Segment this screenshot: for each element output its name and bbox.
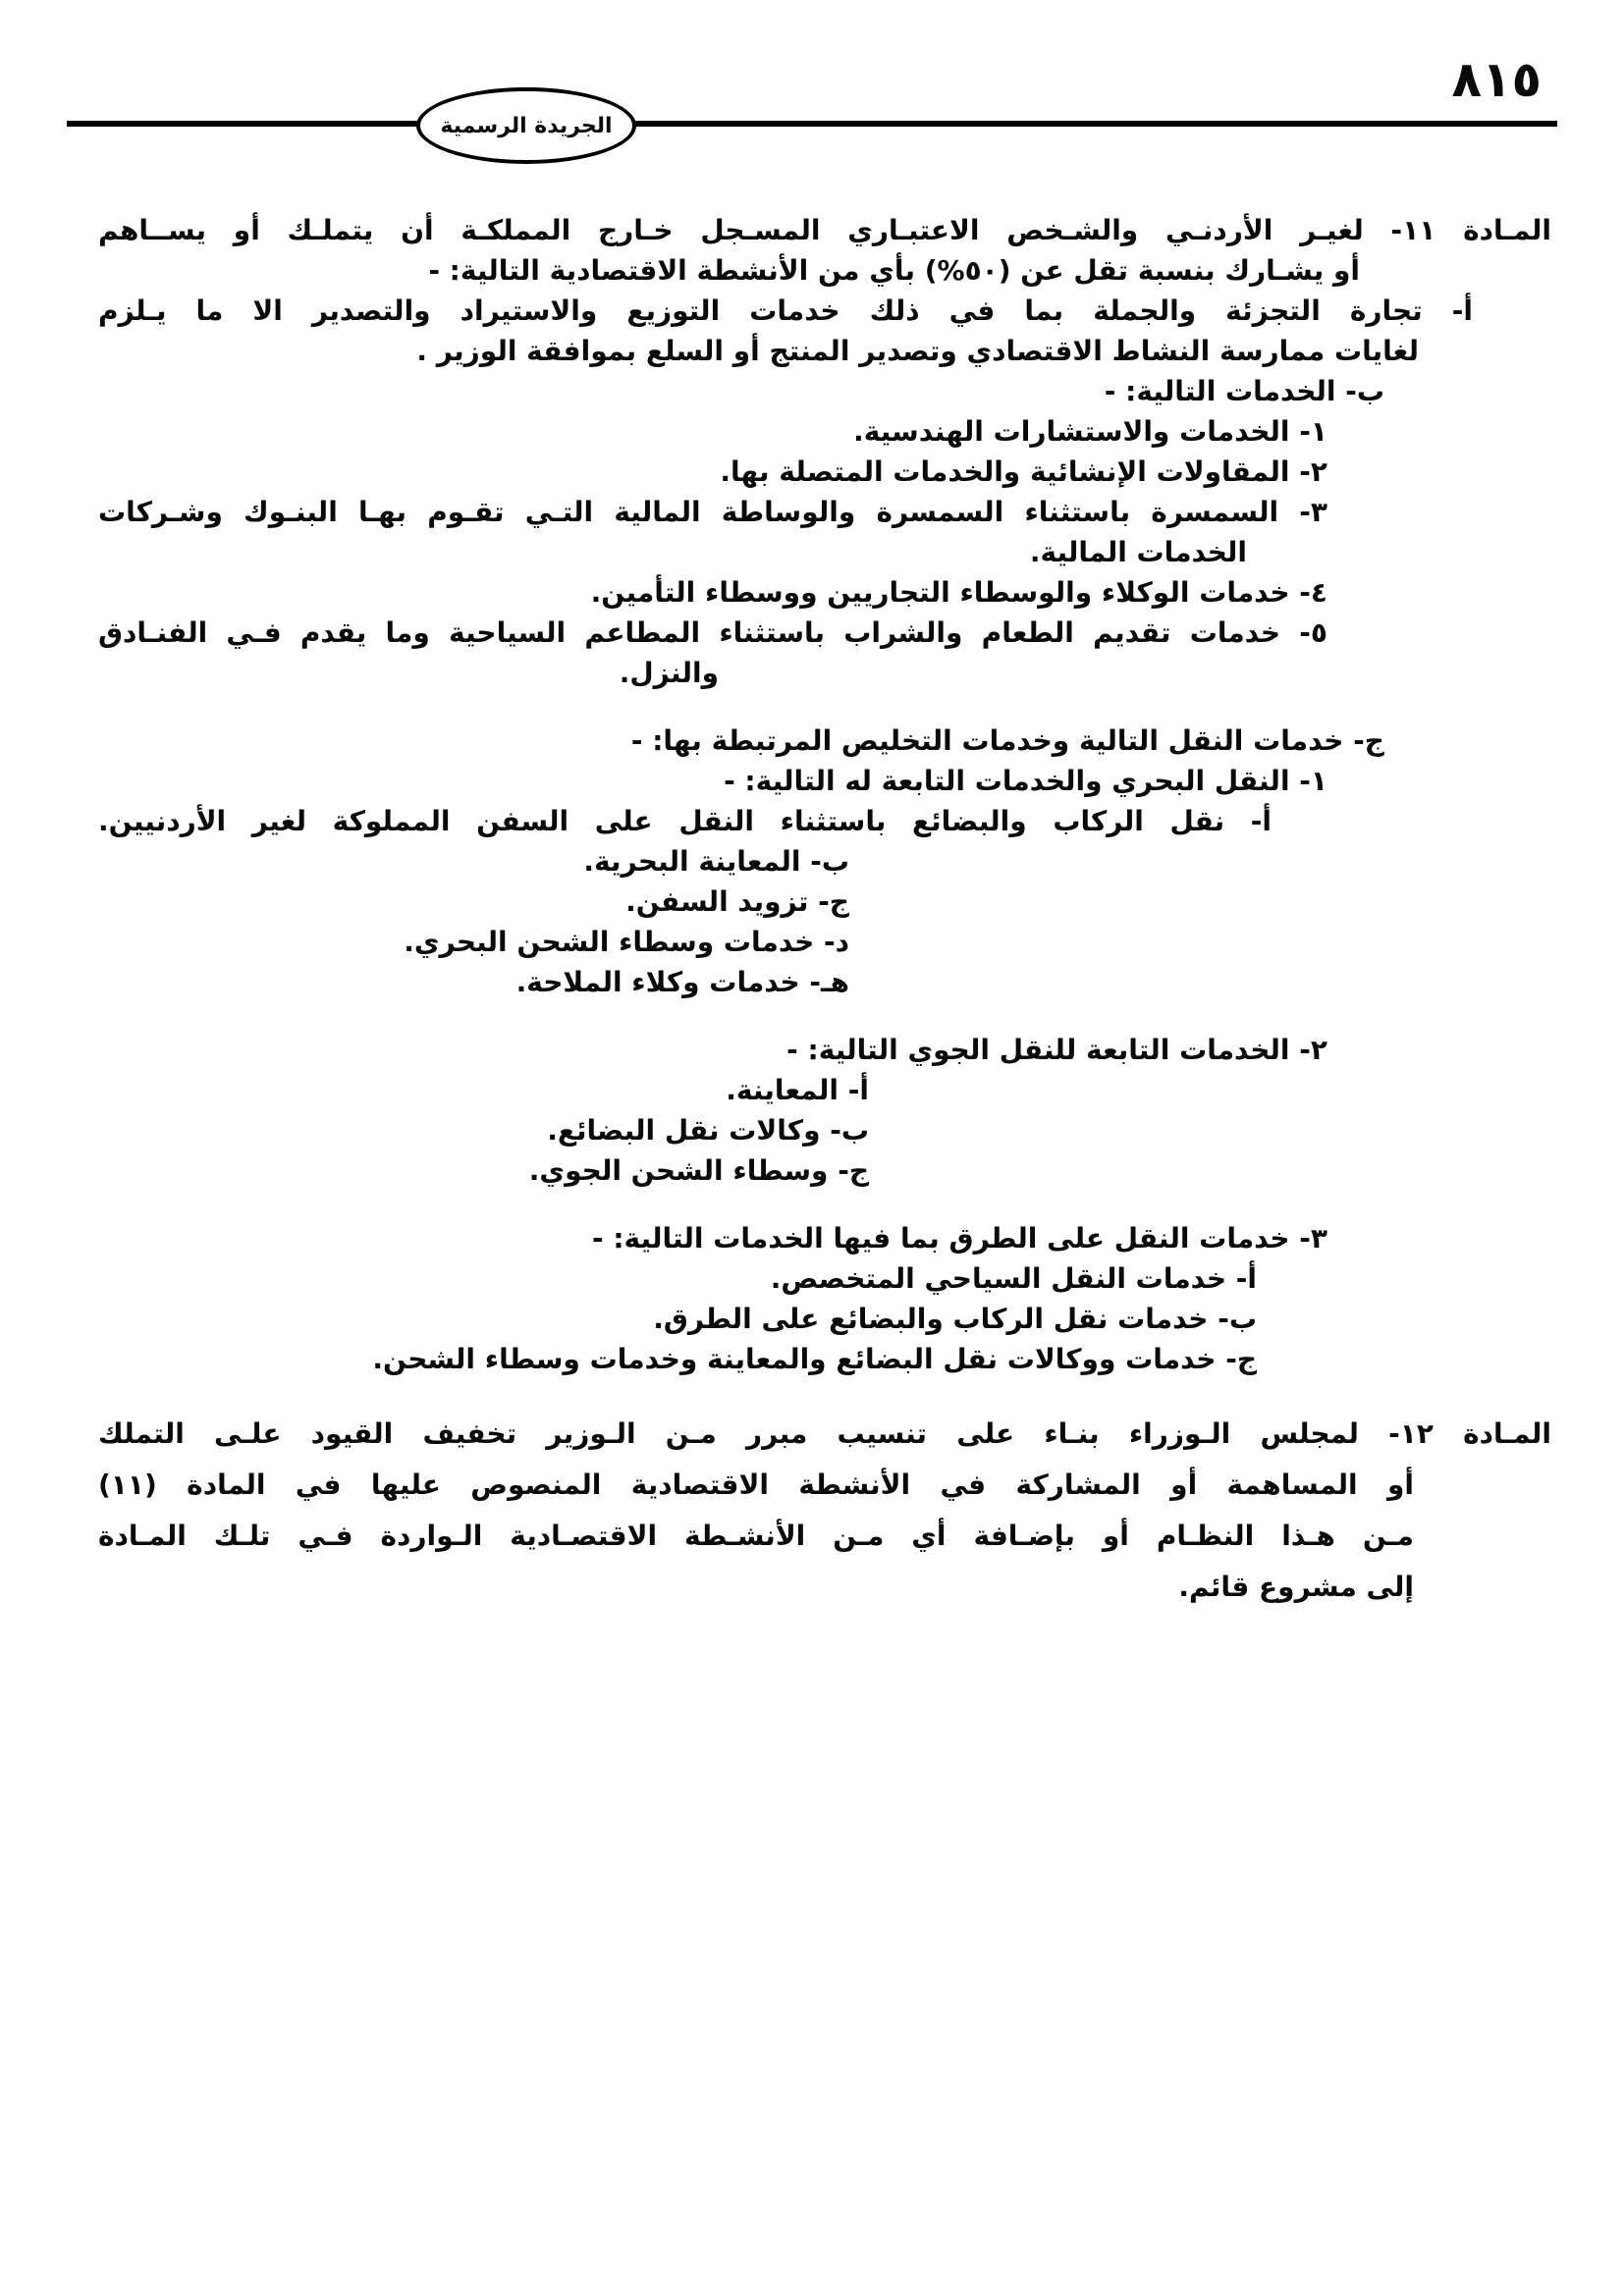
- article-11-opening-line-2: أو يشـارك بنسبة تقل عن (٥٠%) بأي من الأنشطة الاقتصادية التالية: -: [428, 254, 1360, 287]
- clause-b-item-3-cont: الخدمات المالية.: [1029, 536, 1247, 568]
- clause-c-item-1: ١- النقل البحري والخدمات التابعة له التالية: -: [724, 765, 1327, 797]
- clause-b-item-5-cont: والنزل.: [619, 657, 719, 689]
- clause-c-item-2-sub-c: ج- وسطاء الشحن الجوي.: [528, 1154, 869, 1187]
- gazette-title-badge: [416, 87, 636, 164]
- document-body: [0, 210, 1624, 1613]
- article-12-line-2: أو المساهمة أو المشاركة في الأنشطة الاقتصادية المنصوص عليها في المادة (١١): [98, 1468, 1414, 1501]
- clause-c-item-2: ٢- الخدمات التابعة للنقل الجوي التالية: -: [786, 1034, 1327, 1066]
- clause-c-item-2-sub-a: أ- المعاينة.: [726, 1074, 869, 1106]
- article-11-opening-line-1: المـادة ١١- لغيـر الأردنـي والشـخص الاعتبـاري المسـجل خـارج المملكـة أن يتملـك أو يســاهم: [98, 214, 1551, 246]
- article-12-line-4: إلى مشروع قائم.: [1178, 1571, 1414, 1603]
- page-number: ٨١٥: [1451, 51, 1542, 108]
- clause-c-item-1-sub-d: د- خدمات وسطاء الشحن البحري.: [404, 926, 849, 958]
- clause-b-item-3: ٣- السمسرة باستثناء السمسرة والوساطة المالية التـي تقـوم بهـا البنـوك وشـركات: [98, 496, 1327, 528]
- clause-c-item-1-sub-c: ج- تزويد السفن.: [625, 885, 849, 918]
- clause-c-item-2-sub-b: ب- وكالات نقل البضائع.: [547, 1114, 869, 1147]
- clause-b-heading: ب- الخدمات التالية: -: [1104, 375, 1384, 407]
- article-12-line-3: مـن هـذا النظـام أو بإضـافة أي مـن الأنشـطة الاقتصـادية الـواردة فـي تلـك المـادة: [98, 1520, 1414, 1552]
- clause-c-item-1-sub-b: ب- المعاينة البحرية.: [583, 845, 849, 878]
- clause-b-item-5: ٥- خدمات تقديم الطعام والشراب باستثناء المطاعم السياحية وما يقدم فـي الفنـادق: [98, 616, 1327, 649]
- clause-b-item-1: ١- الخدمات والاستشارات الهندسية.: [853, 415, 1327, 448]
- header-rule: [67, 121, 1557, 127]
- article-11-section: [98, 210, 1551, 1379]
- gazette-title: الجريدة الرسمية: [440, 113, 613, 138]
- article-12-section: [98, 1409, 1551, 1613]
- clause-b-item-2: ٢- المقاولات الإنشائية والخدمات المتصلة بها.: [720, 455, 1327, 488]
- clause-c-heading: ج- خدمات النقل التالية وخدمات التخليص المرتبطة بها: -: [630, 724, 1384, 757]
- clause-c-item-3: ٣- خدمات النقل على الطرق بما فيها الخدمات التالية: -: [591, 1222, 1327, 1255]
- clause-c-item-1-sub-a: أ- نقل الركاب والبضائع باستثناء النقل على السفن المملوكة لغير الأردنيين.: [98, 805, 1272, 837]
- clause-c-item-3-sub-a: أ- خدمات النقل السياحي المتخصص.: [770, 1262, 1257, 1295]
- article-12-line-1: المـادة ١٢- لمجلس الـوزراء بنـاء على تنسيب مبرر مـن الـوزير تخفيف القيود علـى التملك: [98, 1417, 1551, 1450]
- clause-a-line-1: أ- تجارة التجزئة والجملة بما في ذلك خدمات التوزيع والاستيراد والتصدير الا ما يـلزم: [98, 294, 1473, 327]
- clause-c-item-1-sub-h: هـ- خدمات وكلاء الملاحة.: [515, 966, 849, 998]
- clause-b-item-4: ٤- خدمات الوكلاء والوسطاء التجاريين ووسطاء التأمين.: [590, 576, 1327, 609]
- clause-a-line-2: لغايات ممارسة النشاط الاقتصادي وتصدير المنتج أو السلع بموافقة الوزير .: [416, 335, 1419, 367]
- clause-c-item-3-sub-b: ب- خدمات نقل الركاب والبضائع على الطرق.: [653, 1303, 1257, 1335]
- clause-c-item-3-sub-c: ج- خدمات ووكالات نقل البضائع والمعاينة وخدمات وسطاء الشحن.: [372, 1343, 1257, 1375]
